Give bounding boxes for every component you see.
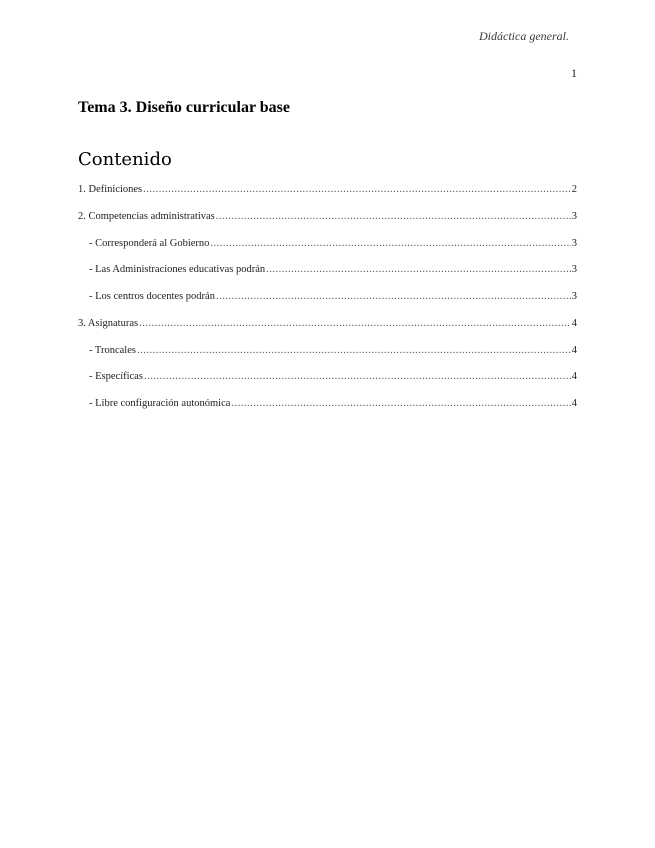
toc-dot-leader — [266, 264, 571, 275]
toc-dot-leader — [137, 345, 571, 356]
toc-dot-leader — [143, 184, 571, 195]
toc-entry-libre-configuracion[interactable] — [78, 398, 577, 425]
toc-entry-label: 2. Competencias administrativas — [78, 210, 215, 222]
toc-entry-page: 3 — [571, 264, 577, 276]
toc-entry-page: 4 — [571, 317, 577, 329]
toc-entry-gobierno[interactable] — [78, 238, 577, 265]
toc-entry-page: 4 — [571, 344, 577, 356]
toc-entry-label: - Los centros docentes podrán — [89, 291, 215, 302]
toc-entry-page: 4 — [571, 371, 577, 383]
document-title: Tema 3. Diseño curricular base — [78, 99, 290, 116]
toc-entry-competencias[interactable] — [78, 211, 577, 238]
toc-dot-leader — [231, 398, 570, 409]
toc-entry-page: 3 — [571, 210, 577, 222]
running-header: Didáctica general. — [479, 29, 569, 43]
toc-dot-leader — [210, 238, 570, 249]
toc-entry-label: - Libre configuración autonómica — [89, 398, 231, 409]
toc-heading: Contenido — [78, 149, 172, 170]
toc-entry-administraciones[interactable] — [78, 264, 577, 291]
toc-entry-label: - Específicas — [89, 371, 143, 383]
toc-entry-page: 3 — [571, 291, 577, 302]
table-of-contents — [78, 184, 577, 425]
toc-entry-label: 3. Asignaturas — [78, 317, 139, 329]
toc-entry-label: - Troncales — [89, 344, 136, 356]
toc-entry-page: 4 — [571, 398, 577, 409]
toc-entry-especificas[interactable] — [78, 371, 577, 398]
toc-entry-label: - Las Administraciones educativas podrán — [89, 264, 266, 276]
toc-entry-label: - Corresponderá al Gobierno — [89, 237, 210, 249]
toc-entry-page: 3 — [571, 237, 577, 249]
toc-entry-label: 1. Definiciones — [78, 184, 143, 195]
toc-entry-definiciones[interactable] — [78, 184, 577, 211]
page-number: 1 — [571, 66, 577, 80]
toc-entry-asignaturas[interactable] — [78, 318, 577, 345]
toc-dot-leader — [216, 291, 571, 302]
toc-dot-leader — [144, 371, 571, 382]
toc-dot-leader — [216, 211, 571, 222]
toc-entry-troncales[interactable] — [78, 345, 577, 372]
toc-entry-page: 2 — [571, 184, 577, 195]
toc-entry-centros[interactable] — [78, 291, 577, 318]
toc-dot-leader — [139, 318, 571, 329]
